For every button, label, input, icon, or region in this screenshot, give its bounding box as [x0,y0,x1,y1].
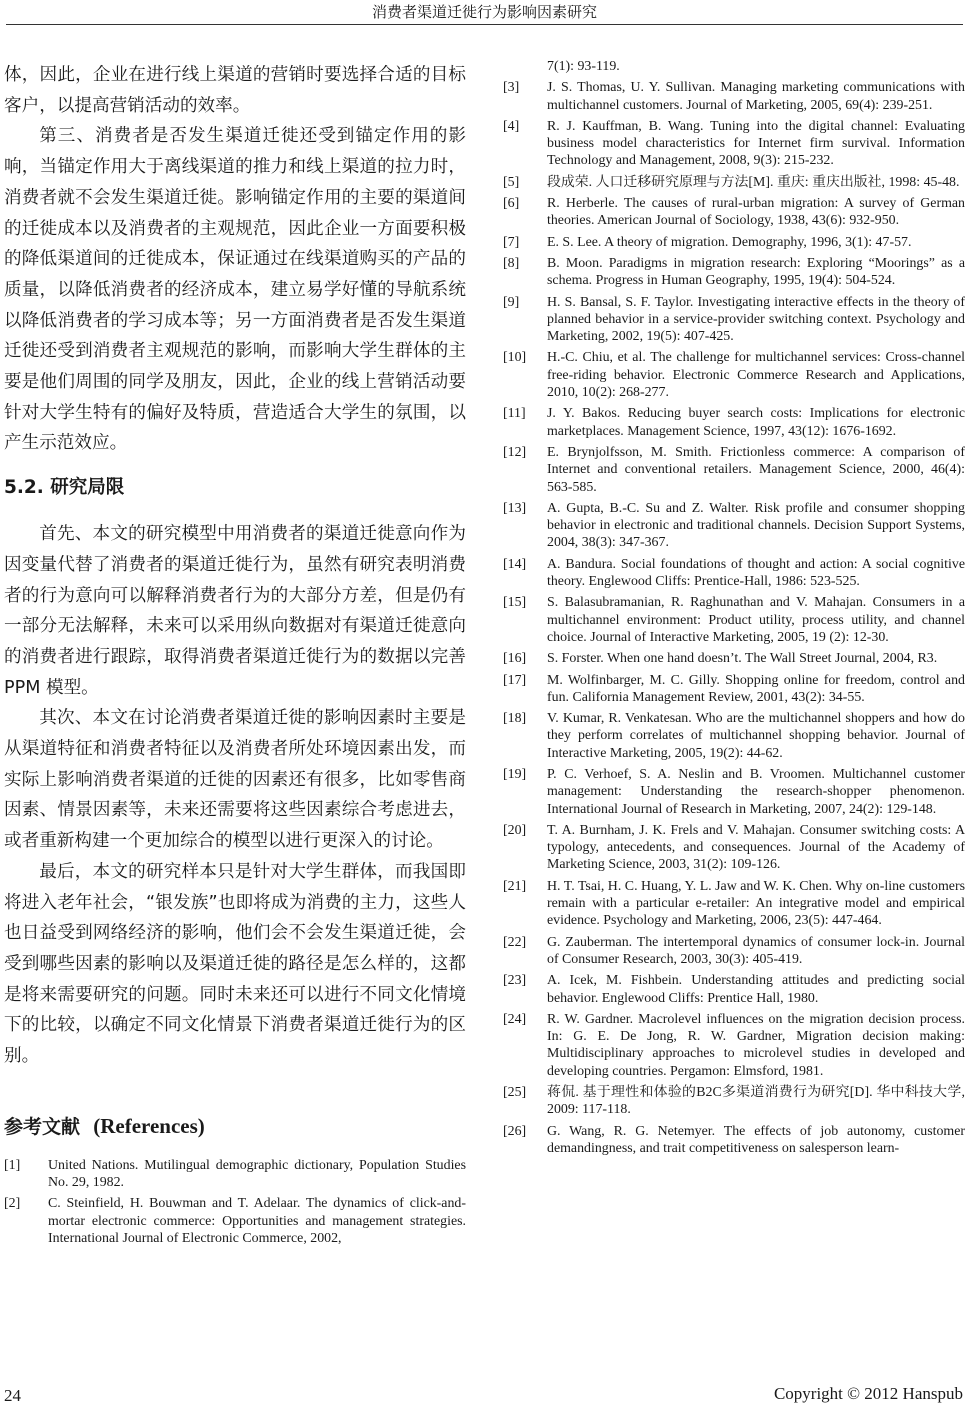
reference-number: [9] [503,294,520,310]
reference-text: 蒋侃. 基于理性和体验的B2C多渠道消费行为研究[D]. 华中科技大学, 2009: 117-118. [547,1085,965,1118]
left-column [4,60,466,1251]
reference-number: [7] [503,234,520,250]
reference-text: R. Herberle. The causes of rural-urban migration: A survey of German theories. American Journal of Sociology, 1938, 43(6): 932-950. [547,196,965,229]
reference-list [4,1157,466,1247]
reference-number: [4] [503,118,520,134]
reference-text: P. C. Verhoef, S. A. Neslin and B. Vroomen. Multichannel customer management: Understanding the research-shopper phenomenon. International Journal of Research in Marketing, 2007, 24(2): 129-148. [547,766,965,817]
references-heading [4,1112,466,1141]
page-number: 24 [4,1386,21,1405]
reference-number: [23] [503,973,527,989]
reference-item [503,195,965,230]
reference-item [503,934,965,969]
reference-item [503,294,965,346]
reference-number: [14] [503,556,527,572]
reference-number: [12] [503,444,527,460]
body-paragraph: 首先、本文的研究模型中用消费者的渠道迁徙意向作为因变量代替了消费者的渠道迁徙行为，虽然有研究表明消费者的行为意向可以解释消费者行为的大部分方差，但是仍有一部分无法解释，未来可以采用纵向数据对有渠道迁徙意向的消费者进行跟踪，取得消费者渠道迁徙行为的数据以完善 PPM 模型。 [4,524,466,698]
reference-item [503,878,965,930]
reference-continuation [503,58,965,75]
reference-item [503,349,965,401]
running-title: 消费者渠道迁徙行为影响因素研究 [371,3,597,21]
reference-number: [3] [503,80,520,96]
reference-text: E. Brynjolfsson, M. Smith. Frictionless commerce: A comparison of Internet and conventional retailers. Management Science, 2000, 46(4): 563-585. [547,444,965,495]
reference-item [503,822,965,874]
reference-item [503,594,965,646]
body-paragraph: 体，因此，企业在进行线上渠道的营销时要选择合适的目标客户，以提高营销活动的效率。 [4,65,466,116]
reference-text: 段成荣. 人口迁移研究原理与方法[M]. 重庆: 重庆出版社, 1998: 45-48. [547,174,960,190]
reference-text: C. Steinfield, H. Bouwman and T. Adelaar. The dynamics of click-and-mortar electronic commerce: Opportunities and management strategies. International Journal of Electronic Commerce, 2002, [48,1196,466,1246]
reference-text: J. Y. Bakos. Reducing buyer search costs: Implications for electronic marketplaces. Management Science, 1997, 43(12): 1676-1692. [547,406,965,439]
reference-text: 7(1): 93-119. [547,59,620,74]
reference-item [503,972,965,1007]
reference-number: [5] [503,174,520,190]
header-rule [6,24,963,25]
reference-number: [10] [503,350,527,366]
reference-text: G. Zauberman. The intertemporal dynamics of consumer lock-in. Journal of Consumer Research, 2003, 30(3): 405-419. [547,934,965,967]
reference-text: S. Balasubramanian, R. Raghunathan and V. Mahajan. Consumers in a multichannel environment: Product utility, process utility, and channel choice. Journal of Interactive Marketing, 2005, 19 (2): 12-30. [547,595,965,645]
reference-item [503,174,965,191]
reference-number: [15] [503,595,527,611]
reference-item [503,672,965,707]
reference-text: V. Kumar, R. Venkatesan. Who are the multichannel shoppers and how do they perform correlates of multichannel shopping behavior. Journal of Interactive Marketing, 2005, 19(2): 44-62. [547,711,965,761]
reference-text: R. J. Kauffman, B. Wang. Tuning into the digital channel: Evaluating business model characteristics for Internet firm survival. Information Technology and Management, 2008, 9(3): 215-232. [547,118,965,169]
reference-number: [17] [503,672,527,688]
reference-item [503,650,965,667]
reference-text: A. Gupta, B.-C. Su and Z. Walter. Risk profile and consumer shopping behavior in electronic and traditional channels. Decision Support Systems, 2004, 38(3): 347-367. [547,500,965,551]
reference-text: J. S. Thomas, U. Y. Sullivan. Managing marketing communications with multichannel customers. Journal of Marketing, 2005, 69(4): 239-251. [547,80,965,113]
reference-text: United Nations. Mutilingual demographic dictionary, Population Studies No. 29, 1982. [48,1157,466,1191]
reference-item [503,79,965,114]
reference-text: H. S. Bansal, S. F. Taylor. Investigating interactive effects in the theory of planned behavior in a service-provider switching context. Psychology and Marketing, 2002, 19(5): 407-425. [547,294,965,345]
reference-item [503,500,965,552]
reference-number: [21] [503,878,527,894]
reference-number: [2] [4,1196,21,1212]
reference-item [503,118,965,170]
reference-item [503,1011,965,1080]
section-heading: 5.2. 研究局限 [4,477,125,499]
reference-text: H. T. Tsai, H. C. Huang, Y. L. Jaw and W. K. Chen. Why on-line customers remain with a particular e-retailer: An integrative model and empirical evidence. Psychology and Marketing, 2006, 23(5): 447-464. [547,878,965,929]
reference-number: [11] [503,406,526,422]
reference-text: E. S. Lee. A theory of migration. Demography, 1996, 3(1): 47-57. [547,234,912,250]
copyright-notice: Copyright © 2012 Hanspub [773,1384,963,1403]
reference-number: [26] [503,1123,527,1139]
reference-item [503,1084,965,1119]
reference-number: [18] [503,711,527,727]
references-heading-cn: 参考文献 [4,1115,81,1138]
reference-text: H.-C. Chiu, et al. The challenge for multichannel services: Cross-channel free-riding behavior. Electronic Commerce Research and Applications, 2010, 10(2): 268-277. [547,350,965,401]
reference-number: [13] [503,500,527,516]
reference-text: M. Wolfinbarger, M. C. Gilly. Shopping online for freedom, control and fun. California Management Review, 2001, 43(2): 34-55. [547,672,965,705]
reference-item [503,234,965,251]
reference-text: B. Moon. Paradigms in migration research: Exploring “Moorings” as a schema. Progress in Human Geography, 1995, 19(4): 504-524. [547,255,965,289]
right-column [503,58,965,1161]
reference-text: G. Wang, R. G. Netemyer. The effects of job autonomy, customer demandingness, and trait competitiveness on salesperson learn- [547,1123,965,1156]
reference-text: A. Bandura. Social foundations of thought and action: A social cognitive theory. Englewood Cliffs: Prentice-Hall, 1986: 523-525. [547,556,965,590]
reference-item [503,1123,965,1158]
reference-number: [25] [503,1085,527,1101]
reference-item [503,444,965,496]
reference-number: [19] [503,766,527,782]
reference-number: [16] [503,651,527,667]
reference-item [503,766,965,818]
reference-text: S. Forster. When one hand doesn’t. The Wall Street Journal, 2004, R3. [547,651,938,667]
reference-number: [22] [503,934,527,950]
reference-item [503,405,965,440]
reference-item [503,710,965,762]
reference-number: [20] [503,822,527,838]
reference-number: [6] [503,196,520,212]
reference-item [4,1157,466,1192]
reference-number: [1] [4,1157,21,1173]
body-paragraph: 其次、本文在讨论消费者渠道迁徙的影响因素时主要是从渠道特征和消费者特征以及消费者所处环境因素出发，而实际上影响消费者渠道的迁徙的因素还有很多，比如零售商因素、情景因素等，未来还需要将这些因素综合考虑进去，或者重新构建一个更加综合的模型以进行更深入的讨论。 [4,708,466,852]
reference-text: T. A. Burnham, J. K. Frels and V. Mahajan. Consumer switching costs: A typology, antecedents, and consequences. Journal of the Academy of Marketing Science, 2003, 31(2): 109-126. [547,822,965,873]
references-heading-en: (References) [93,1113,205,1138]
reference-number: [8] [503,255,520,271]
reference-number: [24] [503,1011,527,1027]
reference-item [503,556,965,591]
reference-text: R. W. Gardner. Macrolevel influences on the migration decision process. In: G. E. De Jong, R. W. Gardner, Migration decision making: Multidisciplinary approaches to microlevel studies in developed and developing countries. Pergamon: Elmsford, 1981. [547,1011,965,1079]
reference-item [503,255,965,290]
reference-list [503,79,965,1157]
body-paragraph: 最后，本文的研究样本只是针对大学生群体，而我国即将进入老年社会，“银发族”也即将成为消费的主力，这些人也日益受到网络经济的影响，他们会不会发生渠道迁徙，会受到哪些因素的影响以及渠道迁徙的路径是怎么样的，这都是将来需要研究的问题。同时未来还可以进行不同文化情境下的比较，以确定不同文化情景下消费者渠道迁徙行为的区别。 [4,861,466,1067]
body-paragraph: 第三、消费者是否发生渠道迁徙还受到锚定作用的影响，当锚定作用大于离线渠道的推力和线上渠道的拉力时，消费者就不会发生渠道迁徙。影响锚定作用的主要的渠道间的迁徙成本以及消费者的主观规范，因此企业一方面要积极的降低渠道间的迁徙成本，保证通过在线渠道购买的产品的质量，以降低消费者的经济成本，建立易学好懂的导航系统以降低消费者的学习成本等；另一方面消费者是否发生渠道迁徙还受到消费者主观规范的影响，而影响大学生群体的主要是他们周围的同学及朋友，因此，企业的线上营销活动要针对大学生特有的偏好及特质，营造适合大学生的氛围，以产生示范效应。 [4,126,466,454]
reference-text: A. Icek, M. Fishbein. Understanding attitudes and predicting social behavior. Englewood Cliffs: Prentice Hall, 1980. [547,973,965,1006]
reference-item [4,1195,466,1247]
